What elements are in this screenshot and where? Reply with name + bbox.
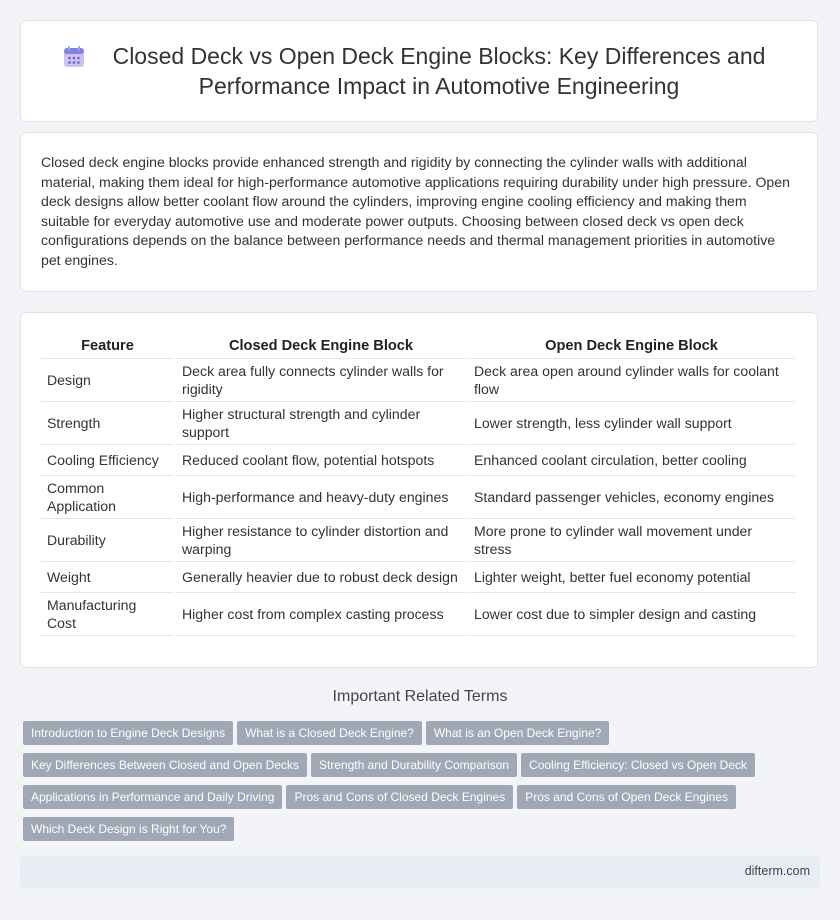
calendar-icon [61, 44, 87, 70]
table-cell-open: Lower cost due to simpler design and casting [468, 593, 795, 636]
table-cell-closed: Deck area fully connects cylinder walls for rigidity [176, 359, 466, 402]
comparison-table [39, 333, 797, 636]
table-cell-open: Deck area open around cylinder walls for coolant flow [468, 359, 795, 402]
table-cell-open: Lighter weight, better fuel economy potential [468, 562, 795, 593]
footer [20, 856, 820, 888]
table-cell-feature: Design [41, 359, 174, 402]
column-header-feature: Feature [41, 333, 174, 359]
related-term-tag[interactable]: Cooling Efficiency: Closed vs Open Deck [521, 753, 755, 777]
table-cell-closed: Reduced coolant flow, potential hotspots [176, 445, 466, 476]
related-term-tag[interactable]: Key Differences Between Closed and Open Decks [23, 753, 307, 777]
related-term-tag[interactable]: Which Deck Design is Right for You? [23, 817, 234, 841]
related-term-tag[interactable]: Pros and Cons of Closed Deck Engines [286, 785, 513, 809]
related-term-tag[interactable]: Introduction to Engine Deck Designs [23, 721, 233, 745]
related-term-tag[interactable]: Applications in Performance and Daily Driving [23, 785, 282, 809]
table-header-row [41, 333, 795, 359]
related-term-tag[interactable]: What is a Closed Deck Engine? [237, 721, 422, 745]
related-term-tag[interactable]: Strength and Durability Comparison [311, 753, 517, 777]
related-terms-list [23, 721, 803, 849]
table-row [41, 359, 795, 402]
related-term-tag[interactable]: What is an Open Deck Engine? [426, 721, 609, 745]
comparison-table-card [20, 312, 818, 668]
table-cell-feature: Cooling Efficiency [41, 445, 174, 476]
table-cell-closed: High-performance and heavy-duty engines [176, 476, 466, 519]
table-row [41, 519, 795, 562]
table-row [41, 562, 795, 593]
related-term-tag[interactable]: Pros and Cons of Open Deck Engines [517, 785, 736, 809]
table-cell-feature: Manufacturing Cost [41, 593, 174, 636]
title-card [20, 20, 818, 122]
table-cell-closed: Higher resistance to cylinder distortion and warping [176, 519, 466, 562]
table-cell-open: Standard passenger vehicles, economy engines [468, 476, 795, 519]
intro-paragraph: Closed deck engine blocks provide enhanced strength and rigidity by connecting the cylinder walls with additional material, making them ideal for high-performance automotive applications requiring durability under high pressure. Open deck designs allow better coolant flow around the cylinders, improving engine cooling efficiency and making them suitable for everyday automotive use and moderate power outputs. Choosing between closed deck vs open deck configurations depends on the balance between performance needs and thermal management priorities in automotive pet engines. [41, 154, 790, 268]
intro-card [20, 132, 818, 292]
table-cell-feature: Durability [41, 519, 174, 562]
table-cell-open: More prone to cylinder wall movement under stress [468, 519, 795, 562]
table-row [41, 445, 795, 476]
footer-site-link[interactable]: difterm.com [744, 864, 810, 878]
table-row [41, 476, 795, 519]
table-cell-open: Lower strength, less cylinder wall support [468, 402, 795, 445]
column-header-closed-deck: Closed Deck Engine Block [176, 333, 466, 359]
table-row [41, 402, 795, 445]
page-title: Closed Deck vs Open Deck Engine Blocks: Key Differences and Performance Impact in Automotive Engineering [112, 43, 766, 99]
column-header-open-deck: Open Deck Engine Block [468, 333, 795, 359]
table-cell-closed: Generally heavier due to robust deck design [176, 562, 466, 593]
table-cell-closed: Higher cost from complex casting process [176, 593, 466, 636]
table-cell-feature: Strength [41, 402, 174, 445]
related-terms-heading: Important Related Terms [332, 688, 508, 705]
table-cell-closed: Higher structural strength and cylinder support [176, 402, 466, 445]
table-cell-feature: Weight [41, 562, 174, 593]
table-cell-open: Enhanced coolant circulation, better cooling [468, 445, 795, 476]
table-cell-feature: Common Application [41, 476, 174, 519]
table-row [41, 593, 795, 636]
